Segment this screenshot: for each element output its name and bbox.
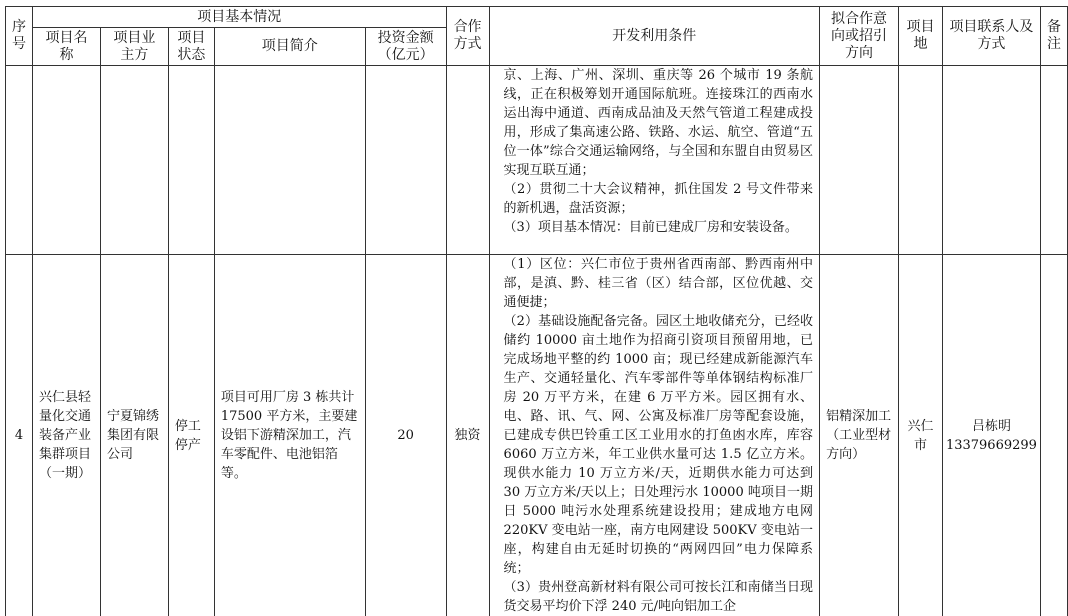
dev-paragraph: （1）区位：兴仁市位于贵州省西南部、黔西南州中部，是滇、黔、桂三省（区）结合部，区位优越、交通便捷；: [503, 257, 814, 310]
dev-paragraph: （2）贯彻二十大会议精神，抓住国发 2 号文件带来的新机遇，盘活资源；: [503, 182, 814, 216]
cell-coop-mode: [446, 66, 489, 255]
header-remark: 备注: [1040, 7, 1067, 66]
cell-seq: [6, 66, 33, 255]
table-row: [6, 255, 1068, 616]
header-location: 项目地: [898, 7, 942, 66]
cell-investment: [365, 66, 446, 255]
project-table: [5, 6, 1068, 616]
cell-location: 兴仁市: [898, 255, 942, 616]
dev-paragraph: （3）项目基本情况：目前已建成厂房和安装设备。: [503, 220, 798, 235]
cell-coop-mode: 独资: [446, 255, 489, 616]
cell-status: 停工停产: [168, 255, 214, 616]
cell-remark: [1040, 255, 1067, 616]
cell-remark: [1040, 66, 1067, 255]
cell-name: 兴仁县轻量化交通装备产业集群项目（一期）: [33, 255, 101, 616]
header-contact: 项目联系人及方式: [942, 7, 1040, 66]
dev-paragraph: 京、上海、广州、深圳、重庆等 26 个城市 19 条航线，正在积极筹划开通国际航班。连接珠江的西南水运出海中通道、西南成品油及天然气管道工程建成投用，形成了集高速公路、铁路、水运、航空、管道“五位一体”综合交通运输网络，与全国和东盟自由贸易区实现互联互通；: [503, 68, 814, 178]
header-partner: 拟合作意向或招引方向: [820, 7, 899, 66]
cell-name: [33, 66, 101, 255]
cell-owner: [100, 66, 168, 255]
cell-partner: [820, 66, 899, 255]
cell-investment: 20: [365, 255, 446, 616]
cell-intro: 项目可用厂房 3 栋共计 17500 平方米，主要建设铝下游精深加工，汽车零配件、电池铝箔等。: [214, 255, 365, 616]
header-dev-conditions: 开发利用条件: [489, 7, 820, 66]
cell-location: [898, 66, 942, 255]
cell-status: [168, 66, 214, 255]
header-intro: 项目简介: [214, 28, 365, 66]
cell-contact: [942, 66, 1040, 255]
header-status: 项目状态: [168, 28, 214, 66]
header-basic-info: 项目基本情况: [33, 7, 447, 28]
cell-seq: 4: [6, 255, 33, 616]
dev-paragraph: （3）贵州登高新材料有限公司可按长江和南储当日现货交易平均价下浮 240 元/吨向铝加工企: [503, 580, 814, 614]
table-row: [6, 66, 1068, 255]
cell-dev-conditions: [489, 66, 820, 255]
cell-partner: 铝精深加工（工业型材方向）: [820, 255, 899, 616]
header-seq: 序号: [6, 7, 33, 66]
header-investment: 投资金额（亿元）: [365, 28, 446, 66]
header-name: 项目名称: [33, 28, 101, 66]
cell-dev-conditions: [489, 255, 820, 616]
header-owner: 项目业主方: [100, 28, 168, 66]
cell-owner: 宁夏锦绣集团有限公司: [100, 255, 168, 616]
cell-intro: [214, 66, 365, 255]
dev-paragraph: （2）基础设施配备完备。园区土地收储充分，已经收储约 10000 亩土地作为招商引资项目预留用地，已完成场地平整的约 1000 亩；现已经建成新能源汽车生产、交通轻量化、汽车零部件等单体钢结构标准厂房 20 万平方米，在建 6 万平方米。园区拥有水、电、路、讯、气、网、公寓及标准厂房等配套设施，已建成专供巴铃重工区工业用水的打鱼凼水库，库容 6060 万立方米，年工业供水量可达 1.5 亿立方米。现供水能力 10 万立方米/天，近期供水能力可达到 30 万立方米/天以上；日处理污水 10000 吨项目一期日 5000 吨污水处理系统建设投用；建成地方电网 220KV 变电站一座，南方电网建设 500KV 变电站一座，构建自由无延时切换的“两网四回”电力保障系统；: [503, 314, 814, 576]
cell-contact: 吕栋明 13379669299: [942, 255, 1040, 616]
header-coop-mode: 合作方式: [446, 7, 489, 66]
